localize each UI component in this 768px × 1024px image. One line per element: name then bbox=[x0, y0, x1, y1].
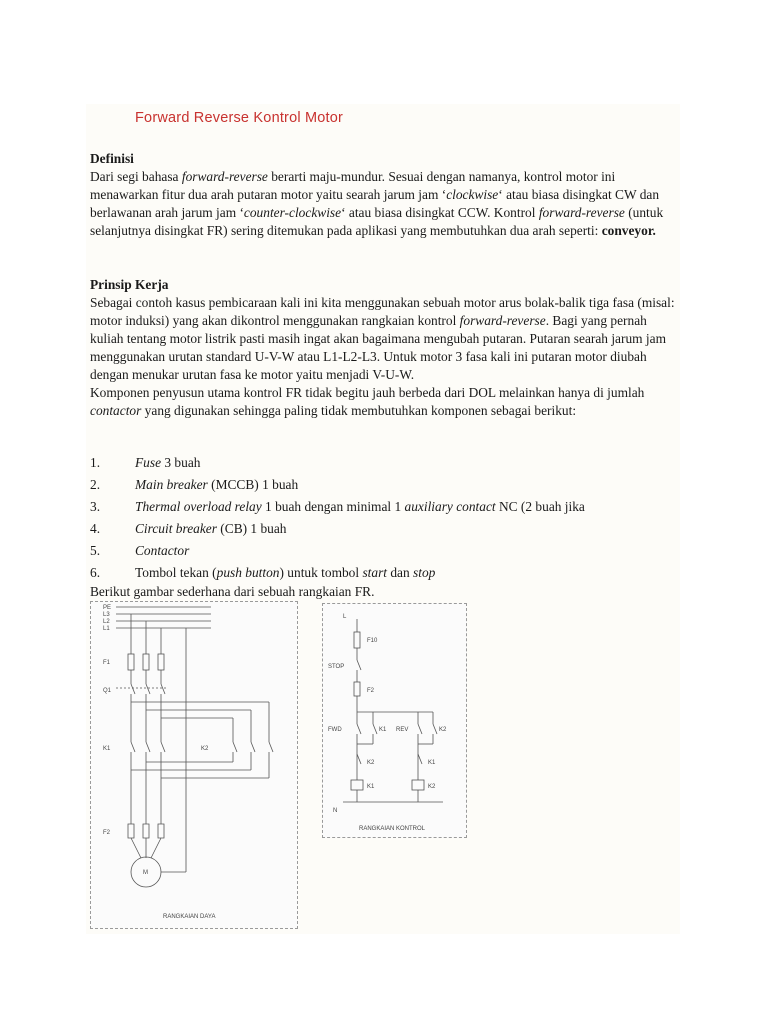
power-label-k2: K2 bbox=[201, 746, 209, 752]
power-label-f1: F1 bbox=[103, 660, 111, 666]
power-circuit-svg bbox=[91, 602, 297, 928]
list-item: 5. Contactor bbox=[90, 543, 190, 558]
power-label-pe: PE bbox=[103, 605, 112, 611]
control-label-f10: F10 bbox=[367, 638, 378, 644]
prinsip-section bbox=[90, 276, 680, 420]
power-label-l1: L1 bbox=[103, 626, 110, 632]
list-item: 1. Fuse 3 buah bbox=[90, 455, 201, 470]
prinsip-heading: Prinsip Kerja bbox=[90, 277, 169, 292]
component-list bbox=[90, 454, 680, 586]
power-circuit-diagram bbox=[90, 601, 298, 929]
power-label-k1: K1 bbox=[103, 746, 111, 752]
power-label-f2: F2 bbox=[103, 830, 111, 836]
power-label-q1: Q1 bbox=[103, 688, 112, 694]
control-label-stop: STOP bbox=[328, 664, 345, 670]
control-label-n: N bbox=[333, 808, 338, 814]
control-label-k2-coil: K2 bbox=[428, 784, 436, 790]
power-label-motor: M bbox=[143, 870, 148, 876]
list-item: 3. Thermal overload relay 1 buah dengan minimal 1 auxiliary contact NC (2 buah jika bbox=[90, 499, 585, 514]
control-label-k1: K1 bbox=[379, 727, 387, 733]
list-item: 4. Circuit breaker (CB) 1 buah bbox=[90, 521, 287, 536]
document-title: Forward Reverse Kontrol Motor bbox=[135, 110, 344, 126]
list-item: 2. Main breaker (MCCB) 1 buah bbox=[90, 477, 299, 492]
control-label-l: L bbox=[343, 614, 347, 620]
power-label-l3: L3 bbox=[103, 612, 110, 618]
control-circuit-diagram bbox=[322, 603, 467, 838]
definisi-section bbox=[90, 150, 680, 240]
control-label-k2-interlock: K2 bbox=[367, 760, 375, 766]
figure-caption: Berikut gambar sederhana dari sebuah rangkaian FR. bbox=[90, 584, 375, 599]
control-label-rev: REV bbox=[396, 727, 409, 733]
power-label-l2: L2 bbox=[103, 619, 110, 625]
control-diagram-caption: RANGKAIAN KONTROL bbox=[359, 826, 426, 832]
control-circuit-svg bbox=[323, 604, 466, 837]
control-label-k1-coil: K1 bbox=[367, 784, 375, 790]
control-label-fwd: FWD bbox=[328, 727, 342, 733]
control-label-f2: F2 bbox=[367, 688, 375, 694]
control-label-k1-interlock: K1 bbox=[428, 760, 436, 766]
power-diagram-caption: RANGKAIAN DAYA bbox=[163, 914, 216, 920]
control-label-k2: K2 bbox=[439, 727, 447, 733]
definisi-heading: Definisi bbox=[90, 151, 134, 166]
list-item: 6. Tombol tekan (push button) untuk tombol start dan stop bbox=[90, 565, 436, 580]
prinsip-paragraph-1: Sebagai contoh kasus pembicaraan kali ini kita menggunakan sebuah motor arus bolak-balik tiga fasa (misal: motor induksi) yang akan dikontrol menggunakan rangkaian kontrol forward-reverse. Bagi yang pernah kuliah tentang motor listrik pasti masih ingat akan bagaimana mengubah putaran. Putaran searah jarum jam menggunakan urutan standard U-V-W atau L1-L2-L3. Untuk motor 3 fasa kali ini putaran motor diubah dengan menukar urutan fasa ke motor yaitu menjadi V-U-W. bbox=[90, 295, 675, 382]
definisi-paragraph: Dari segi bahasa forward-reverse berarti maju-mundur. Sesuai dengan namanya, kontrol motor ini menawarkan fitur dua arah putaran motor yaitu searah jarum jam ‘clockwise‘ atau biasa disingkat CW dan berlawanan arah jarum jam ‘counter-clockwise‘ atau biasa disingkat CCW. Kontrol forward-reverse (untuk selanjutnya disingkat FR) sering ditemukan pada aplikasi yang membutuhkan dua arah seperti: conveyor. bbox=[90, 169, 664, 238]
prinsip-paragraph-2: Komponen penyusun utama kontrol FR tidak begitu jauh berbeda dari DOL melainkan hanya di jumlah contactor yang digunakan sehingga paling tidak membutuhkan komponen sebagai berikut: bbox=[90, 385, 645, 418]
